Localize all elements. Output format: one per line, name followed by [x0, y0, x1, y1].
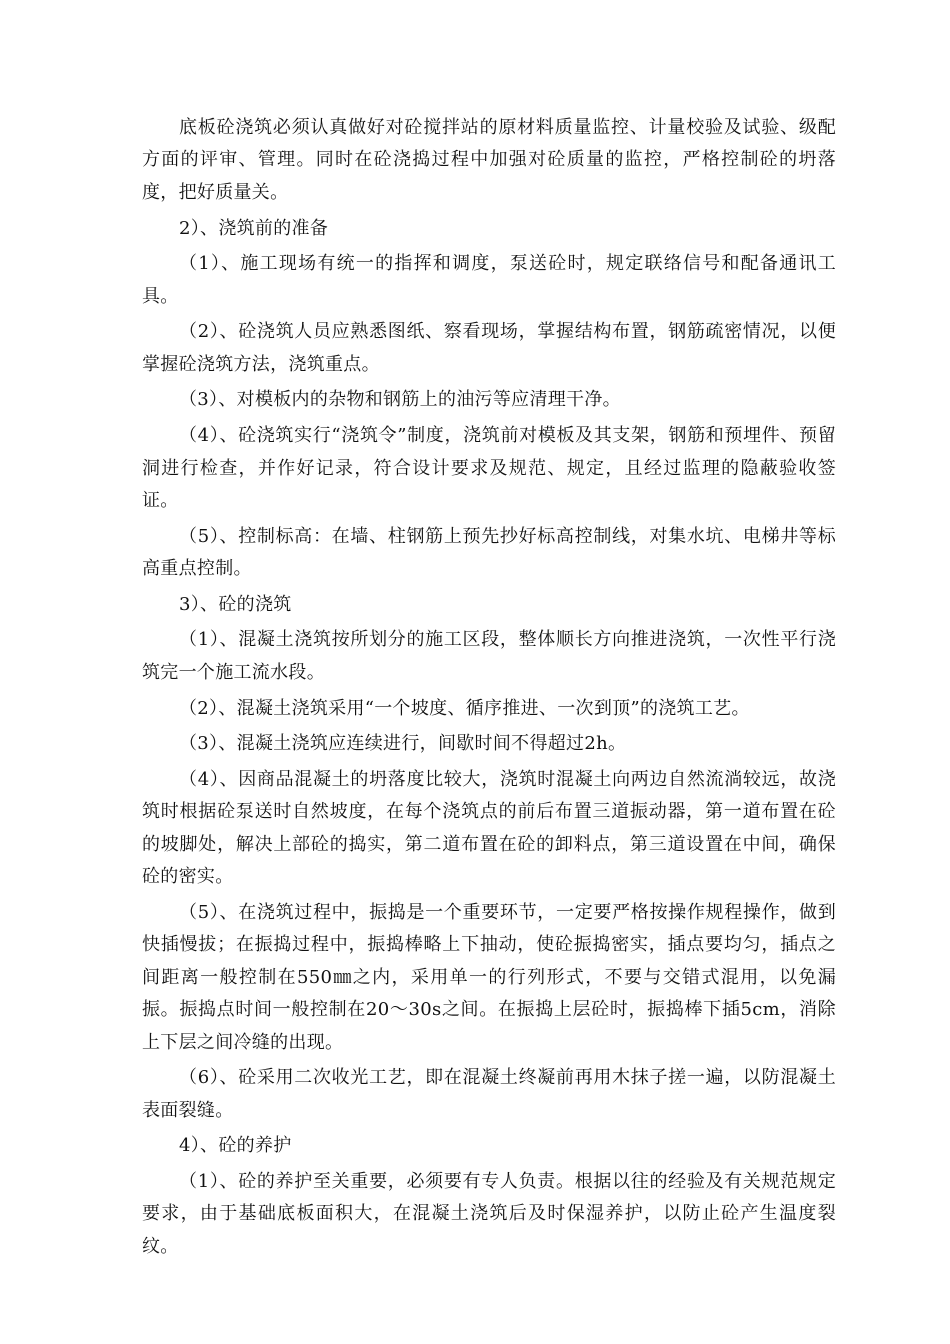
paragraph-prep-4: （4）、砼浇筑实行“浇筑令”制度，浇筑前对模板及其支架，钢筋和预埋件、预留洞进行检查，并作好记录，符合设计要求及规范、规定，且经过监理的隐蔽验收签证。: [142, 425, 836, 511]
section-heading-pouring: 3）、砼的浇筑: [179, 593, 292, 615]
paragraph-pour-2: （2）、混凝土浇筑采用“一个坡度、循序推进、一次到顶”的浇筑工艺。: [179, 697, 750, 719]
paragraph-prep-3: （3）、对模板内的杂物和钢筋上的油污等应清理干净。: [179, 389, 621, 411]
paragraph-cure-1: （1）、砼的养护至关重要，必须要有专人负责。根据以往的经验及有关规范规定要求，由于基础底板面积大，在混凝土浇筑后及时保湿养护，以防止砼产生温度裂纹。: [142, 1171, 836, 1257]
paragraph-prep-2: （2）、砼浇筑人员应熟悉图纸、察看现场，掌握结构布置，钢筋疏密情况，以便掌握砼浇筑方法，浇筑重点。: [142, 321, 836, 375]
paragraph-pour-4: （4）、因商品混凝土的坍落度比较大，浇筑时混凝土向两边自然流淌较远，故浇筑时根据砼泵送时自然坡度，在每个浇筑点的前后布置三道振动器，第一道布置在砼的坡脚处，解决上部砼的捣实，第二道布置在砼的卸料点，第三道设置在中间，确保砼的密实。: [142, 768, 836, 888]
paragraph-pour-6: （6）、砼采用二次收光工艺，即在混凝土终凝前再用木抹子搓一遍，以防混凝土表面裂缝。: [142, 1067, 836, 1121]
paragraph-prep-5: （5）、控制标高：在墙、柱钢筋上预先抄好标高控制线，对集水坑、电梯井等标高重点控制。: [142, 525, 836, 580]
section-heading-preparation: 2）、浇筑前的准备: [179, 217, 329, 239]
paragraph-intro: 底板砼浇筑必须认真做好对砼搅拌站的原材料质量监控、计量校验及试验、级配方面的评审、管理。同时在砼浇捣过程中加强对砼质量的监控，严格控制砼的坍落度，把好质量关。: [142, 117, 836, 203]
section-heading-curing: 4）、砼的养护: [179, 1135, 292, 1157]
paragraph-pour-3: （3）、混凝土浇筑应连续进行，间歇时间不得超过2h。: [179, 733, 627, 755]
paragraph-pour-5: （5）、在浇筑过程中，振捣是一个重要环节，一定要严格按操作规程操作，做到快插慢拔；在振捣过程中，振捣棒略上下抽动，使砼振捣密实，插点要均匀，插点之间距离一般控制在550㎜之内，采用单一的行列形式，不要与交错式混用，以免漏振。振捣点时间一般控制在20～30s之间。在振捣上层砼时，振捣棒下插5cm，消除上下层之间冷缝的出现。: [142, 901, 836, 1053]
document-body: [142, 112, 836, 1267]
paragraph-pour-1: （1）、混凝土浇筑按所划分的施工区段，整体顺长方向推进浇筑，一次性平行浇筑完一个施工流水段。: [142, 629, 836, 683]
paragraph-prep-1: （1）、施工现场有统一的指挥和调度，泵送砼时，规定联络信号和配备通讯工具。: [142, 253, 836, 307]
